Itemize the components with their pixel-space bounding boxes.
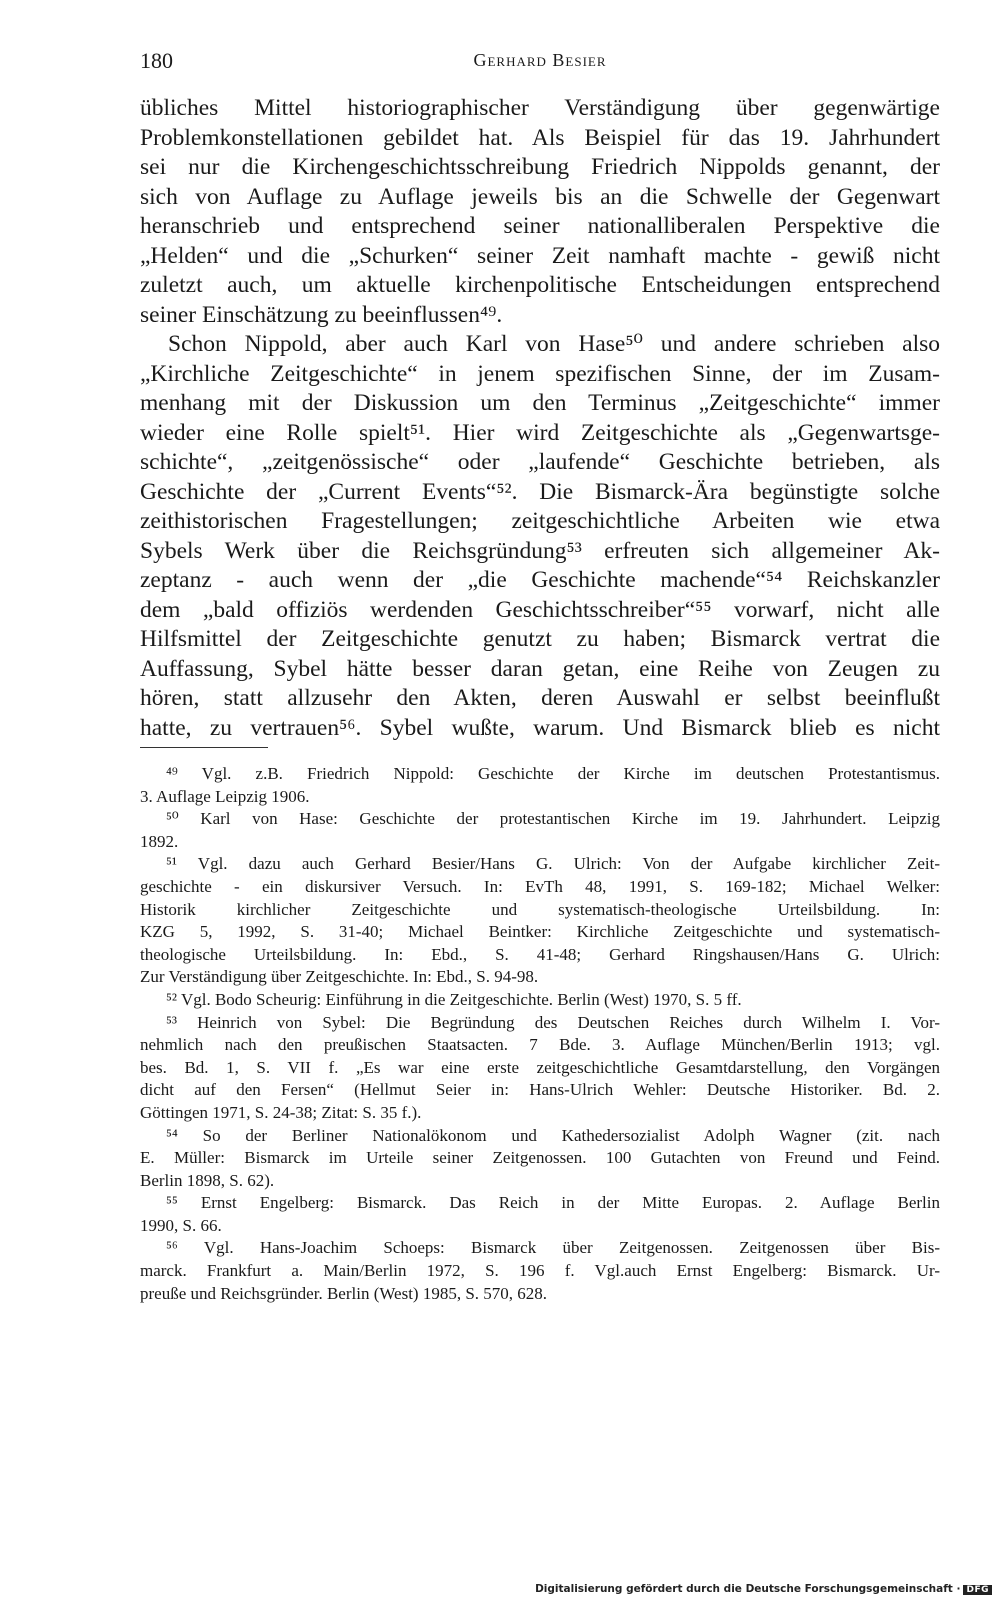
body-line: wieder eine Rolle spielt⁵¹. Hier wird Zeitgeschichte als „Gegenwartsge-: [140, 419, 940, 446]
body-line: menhang mit der Diskussion um den Terminus „Zeitgeschichte“ immer: [140, 390, 940, 416]
body-line: dem „bald offiziös werdenden Geschichtsschreiber“⁵⁵ vorwarf, nicht alle: [140, 596, 940, 623]
footnote-line: Göttingen 1971, S. 24-38; Zitat: S. 35 f.).: [140, 1102, 422, 1122]
footnote-line: theologische Urteilsbildung. In: Ebd., S. 41-48; Gerhard Ringshausen/Hans G. Ulrich:: [140, 944, 940, 964]
body-line: heranschrieb und entsprechend seiner nationalliberalen Perspektive die: [140, 213, 940, 239]
body-line: hören, statt allzusehr den Akten, deren Auswahl er selbst beeinflußt: [140, 685, 940, 711]
footnote-line: ⁴⁹ Vgl. z.B. Friedrich Nippold: Geschichte der Kirche im deutschen Protestantismus.: [166, 764, 940, 783]
footnote-line: Berlin 1898, S. 62).: [140, 1170, 275, 1190]
body-text: [140, 94, 940, 743]
footnote-line: Zur Verständigung über Zeitgeschichte. In: Ebd., S. 94-98.: [140, 967, 539, 987]
body-line: „Helden“ und die „Schurken“ seiner Zeit namhaft machte - gewiß nicht: [140, 242, 940, 269]
body-line: Problemkonstellationen gebildet hat. Als Beispiel für das 19. Jahrhundert: [140, 124, 940, 151]
dfg-logo-icon: DFG: [963, 1585, 992, 1595]
body-line: Sybels Werk über die Reichsgründung⁵³ erfreuten sich allgemeiner Ak-: [140, 537, 940, 564]
body-line: zeithistorischen Fragestellungen; zeitgeschichtliche Arbeiten wie etwa: [140, 508, 940, 534]
body-line: „Kirchliche Zeitgeschichte“ in jenem spezifischen Sinne, der im Zusam-: [140, 360, 940, 387]
body-line: zuletzt auch, um aktuelle kirchenpolitische Entscheidungen entsprechend: [140, 272, 940, 298]
body-line: sei nur die Kirchengeschichtsschreibung Friedrich Nippolds genannt, der: [140, 154, 940, 180]
footnote-line: ⁵⁵ Ernst Engelberg: Bismarck. Das Reich in der Mitte Europas. 2. Auflage Berlin: [166, 1193, 940, 1213]
footnote-line: E. Müller: Bismarck im Urteile seiner Zeitgenossen. 100 Gutachten von Freund und Feind.: [140, 1148, 940, 1168]
footnote-line: ⁵³ Heinrich von Sybel: Die Begründung des Deutschen Reiches durch Wilhelm I. Vor-: [166, 1012, 940, 1032]
footnote-line: 1892.: [140, 831, 179, 851]
body-line: Geschichte der „Current Events“⁵². Die Bismarck-Ära begünstigte solche: [140, 478, 940, 505]
credit-text: Digitalisierung gefördert durch die Deutsche Forschungsgemeinschaft ·: [535, 1583, 961, 1595]
footnote-line: 3. Auflage Leipzig 1906.: [140, 786, 310, 806]
body-line: zeptanz - auch wenn der „die Geschichte machende“⁵⁴ Reichskanzler: [140, 567, 940, 593]
body-line: sich von Auflage zu Auflage jeweils bis an die Schwelle der Gegenwart: [140, 183, 940, 210]
footnote-line: 1990, S. 66.: [140, 1215, 222, 1235]
footnote-line: ⁵⁴ So der Berliner Nationalökonom und Kathedersozialist Adolph Wagner (zit. nach: [166, 1125, 940, 1145]
body-line: übliches Mittel historiographischer Verständigung über gegenwärtige: [140, 95, 940, 121]
footnote-line: preuße und Reichsgründer. Berlin (West) 1985, S. 570, 628.: [140, 1283, 548, 1303]
footnote-line: bes. Bd. 1, S. VII f. „Es war eine erste zeitgeschichtliche Gesamtdarstellung, den Vorgängen: [140, 1057, 940, 1077]
page-number: 180: [140, 48, 173, 73]
body-line: Auffassung, Sybel hätte besser daran getan, eine Reihe von Zeugen zu: [140, 655, 940, 682]
body-line: schichte“, „zeitgenössische“ oder „laufende“ Geschichte betrieben, als: [140, 449, 940, 475]
footnote-line: geschichte - ein diskursiver Versuch. In: EvTh 48, 1991, S. 169-182; Michael Welker:: [140, 876, 940, 896]
footnote-line: marck. Frankfurt a. Main/Berlin 1972, S. 196 f. Vgl.auch Ernst Engelberg: Bismarck. Ur-: [140, 1261, 940, 1281]
page-header: [140, 48, 940, 78]
footnotes: [140, 763, 940, 1305]
footnote-separator: [140, 747, 268, 748]
digitization-credit: [535, 1583, 992, 1595]
footnote-line: Historik kirchlicher Zeitgeschichte und systematisch-theologische Urteilsbildung. In:: [140, 899, 940, 919]
footnote-line: ⁵⁰ Karl von Hase: Geschichte der protestantischen Kirche im 19. Jahrhundert. Leipzig: [166, 809, 940, 829]
footnote-line: ⁵¹ Vgl. dazu auch Gerhard Besier/Hans G. Ulrich: Von der Aufgabe kirchlicher Zeit-: [166, 854, 940, 874]
body-line: seiner Einschätzung zu beeinflussen⁴⁹.: [140, 301, 503, 328]
body-line: Hilfsmittel der Zeitgeschichte genutzt zu haben; Bismarck vertrat die: [140, 626, 940, 652]
footnote-line: nehmlich nach den preußischen Staatsacten. 7 Bde. 3. Auflage München/Berlin 1913; vgl.: [140, 1035, 940, 1055]
body-line: hatte, zu vertrauen⁵⁶. Sybel wußte, warum. Und Bismarck blieb es nicht: [140, 714, 940, 741]
body-line: Schon Nippold, aber auch Karl von Hase⁵⁰ und andere schrieben also: [168, 331, 940, 357]
footnote-line: KZG 5, 1992, S. 31-40; Michael Beintker: Kirchliche Zeitgeschichte und systematisch-: [140, 922, 940, 942]
footnote-line: ⁵⁶ Vgl. Hans-Joachim Schoeps: Bismarck über Zeitgenossen. Zeitgenossen über Bis-: [166, 1238, 940, 1258]
footnote-line: dicht auf den Fersen“ (Hellmut Seier in: Hans-Ulrich Wehler: Deutsche Historiker. Bd. 2.: [140, 1080, 940, 1100]
running-head: Gerhard Besier: [473, 50, 607, 70]
footnote-line: ⁵² Vgl. Bodo Scheurig: Einführung in die Zeitgeschichte. Berlin (West) 1970, S. 5 ff.: [166, 989, 742, 1009]
